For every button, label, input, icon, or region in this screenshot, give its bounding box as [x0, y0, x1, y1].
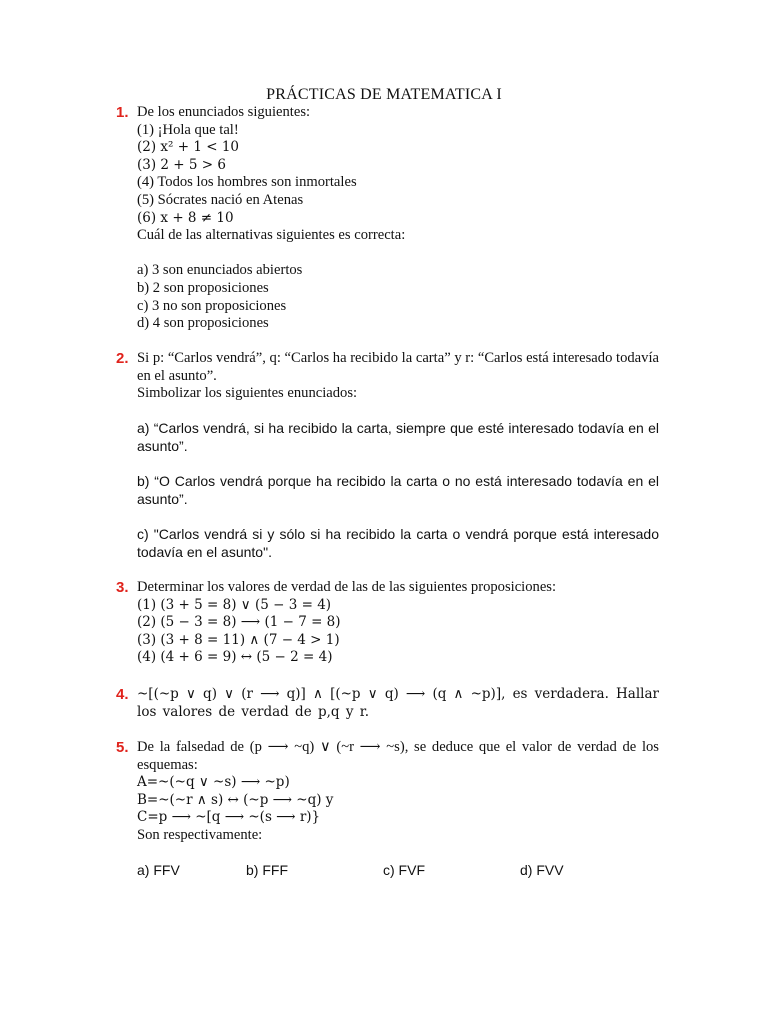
list-item: (4) (4 + 6 = 9) ↔ (5 − 2 = 4)	[137, 649, 333, 666]
statement-b: b) “O Carlos vendrá porque ha recibido la carta o no está interesado todavía en el asunto”.	[137, 473, 659, 507]
answer-option: c) FVF	[383, 862, 425, 879]
answer-option: a) FFV	[137, 862, 180, 879]
question-number: 4.	[116, 686, 129, 703]
list-item: (6) x + 8 ≠ 10	[137, 209, 234, 226]
question-instruction: Simbolizar los siguientes enunciados:	[137, 385, 358, 402]
scheme-b: B=~(~r ∧ s) ↔ (~p ⟶ ~q) y	[137, 791, 334, 808]
answer-option: a) 3 son enunciados abiertos	[137, 262, 303, 279]
question-number: 5.	[116, 739, 129, 756]
question-intro: De la falsedad de (p ⟶ ~q) ∨ (~r ⟶ ~s), se deduce que el valor de verdad de los esquemas:	[137, 739, 659, 773]
list-item: (3) 2 + 5 > 6	[137, 156, 226, 173]
answer-option: d) 4 son proposiciones	[137, 315, 269, 332]
question-number: 1.	[116, 104, 129, 121]
list-item: (1) ¡Hola que tal!	[137, 121, 239, 138]
answer-option: b) 2 son proposiciones	[137, 279, 269, 296]
question-number: 2.	[116, 350, 129, 367]
list-item: (4) Todos los hombres son inmortales	[137, 174, 357, 191]
question-number: 3.	[116, 579, 129, 596]
question-3	[116, 579, 659, 667]
question-1	[116, 104, 659, 333]
question-2	[116, 350, 659, 561]
answer-option: d) FVV	[520, 862, 564, 879]
question-statement: ~[(~p ∨ q) ∨ (r ⟶ q)] ∧ [(~p ∨ q) ⟶ (q ∧ ~p)], es verdadera. Hallar los valores de verdad de p,q y r.	[137, 686, 659, 720]
question-4	[116, 686, 659, 721]
question-intro: Si p: “Carlos vendrá”, q: “Carlos ha recibido la carta” y r: “Carlos está interesado todavía en el asunto”.	[137, 350, 659, 384]
answer-option: b) FFF	[246, 862, 288, 879]
question-prompt: Cuál de las alternativas siguientes es correcta:	[137, 227, 406, 244]
list-item: (3) (3 + 8 = 11) ∧ (7 − 4 > 1)	[137, 631, 340, 648]
statement-c: c) "Carlos vendrá si y sólo si ha recibido la carta o vendrá porque está interesado todavía en el asunto".	[137, 525, 659, 560]
question-5	[116, 739, 659, 880]
list-item: (2) (5 − 3 = 8) ⟶ (1 − 7 = 8)	[137, 614, 341, 631]
answer-options	[137, 862, 659, 880]
page-title: PRÁCTICAS DE MATEMATICA I	[266, 86, 502, 103]
scheme-a: A=~(~q ∨ ~s) ⟶ ~p)	[137, 774, 290, 791]
scheme-c: C=p ⟶ ~[q ⟶ ~(s ⟶ r)}	[137, 809, 321, 826]
question-intro: De los enunciados siguientes:	[137, 104, 311, 120]
statement-a: a) “Carlos vendrá, si ha recibido la carta, siempre que esté interesado todavía en el asunto”.	[137, 420, 659, 454]
question-intro: Determinar los valores de verdad de las de las siguientes proposiciones:	[137, 579, 557, 595]
list-item: (5) Sócrates nació en Atenas	[137, 191, 304, 208]
answer-option: c) 3 no son proposiciones	[137, 297, 287, 314]
question-prompt: Son respectivamente:	[137, 826, 263, 843]
list-item: (2) x² + 1 < 10	[137, 139, 239, 156]
list-item: (1) (3 + 5 = 8) ∨ (5 − 3 = 4)	[137, 596, 332, 613]
